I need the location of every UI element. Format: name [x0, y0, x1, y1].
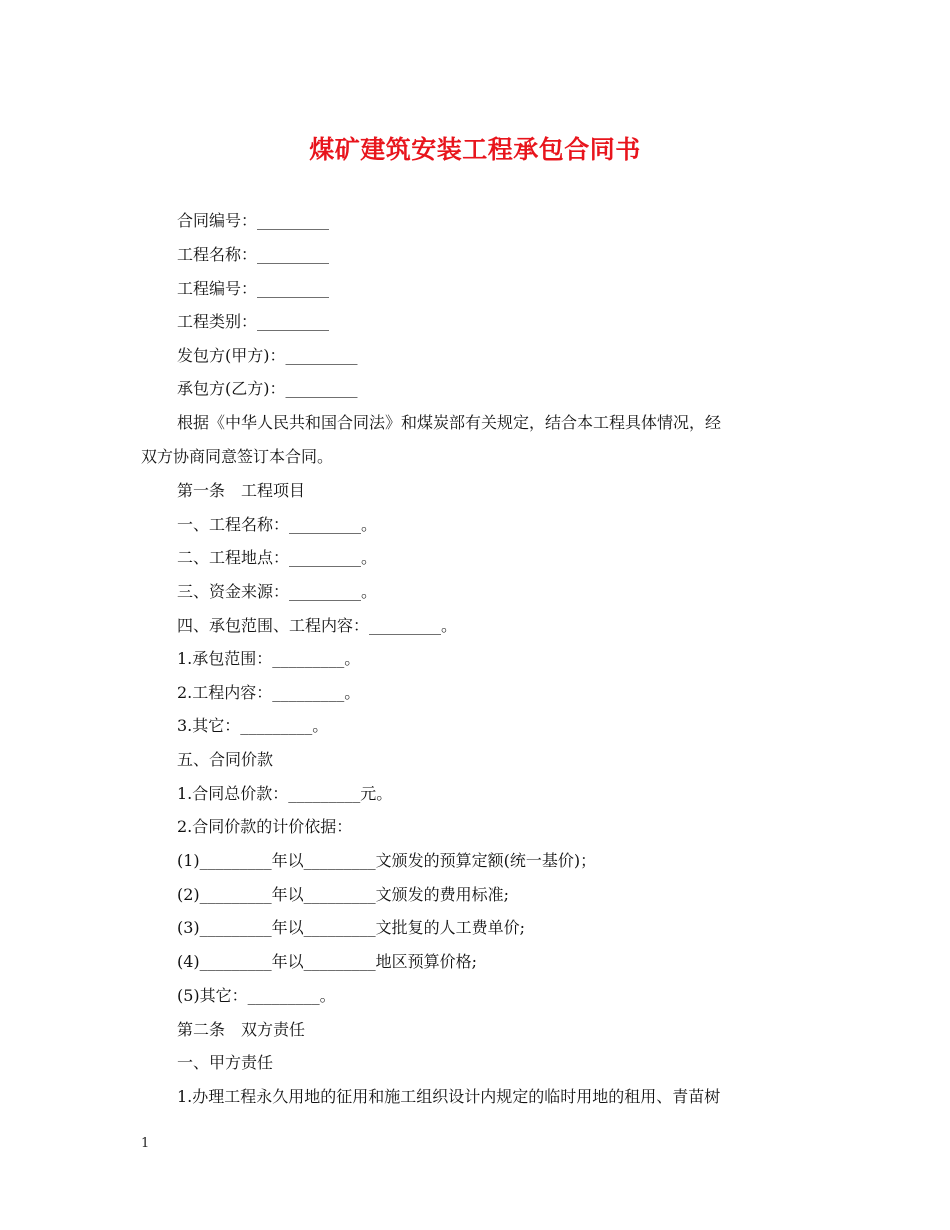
- project-category-line: 工程类别：_________: [177, 312, 330, 331]
- document-title: 煤矿建筑安装工程承包合同书: [309, 135, 641, 164]
- basis-item-3: (3)_________年以_________文批复的人工费单价;: [177, 918, 526, 937]
- contract-number-line: 合同编号：_________: [177, 211, 330, 230]
- party-a-duties-heading: 一、甲方责任: [177, 1053, 274, 1072]
- item-other: 3.其它：_________。: [177, 716, 329, 735]
- party-b-line: 承包方(乙方)：_________: [177, 379, 358, 398]
- item-scope: 1.承包范围：_________。: [177, 649, 361, 668]
- clause-funding-source: 三、资金来源：_________。: [177, 582, 378, 601]
- page-number: 1: [141, 1136, 150, 1151]
- party-a-duty-1: 1.办理工程永久用地的征用和施工组织设计内规定的临时用地的租用、青苗树: [177, 1087, 721, 1106]
- item-content: 2.工程内容：_________。: [177, 683, 361, 702]
- item-total-price: 1.合同总价款：_________元。: [177, 784, 393, 803]
- project-number-line: 工程编号：_________: [177, 279, 330, 298]
- clause-project-location: 二、工程地点：_________。: [177, 548, 378, 567]
- preamble-line-2: 双方协商同意签订本合同。: [141, 447, 334, 466]
- basis-item-5: (5)其它：_________。: [177, 986, 336, 1005]
- basis-item-2: (2)_________年以_________文颁发的费用标准;: [177, 885, 510, 904]
- clause-contract-price: 五、合同价款: [177, 750, 274, 769]
- party-a-line: 发包方(甲方)：_________: [177, 346, 358, 365]
- item-pricing-basis: 2.合同价款的计价依据：: [177, 817, 353, 836]
- basis-item-4: (4)_________年以_________地区预算价格;: [177, 952, 478, 971]
- clause-scope-content: 四、承包范围、工程内容：_________。: [177, 616, 458, 635]
- clause-project-name: 一、工程名称：_________。: [177, 515, 378, 534]
- preamble-line-1: 根据《中华人民共和国合同法》和煤炭部有关规定，结合本工程具体情况，经: [177, 413, 722, 432]
- article-2-heading: 第二条 双方责任: [177, 1020, 306, 1039]
- article-1-heading: 第一条 工程项目: [177, 481, 306, 500]
- project-name-line: 工程名称：_________: [177, 245, 330, 264]
- basis-item-1: (1)_________年以_________文颁发的预算定额(统一基价)；: [177, 851, 597, 870]
